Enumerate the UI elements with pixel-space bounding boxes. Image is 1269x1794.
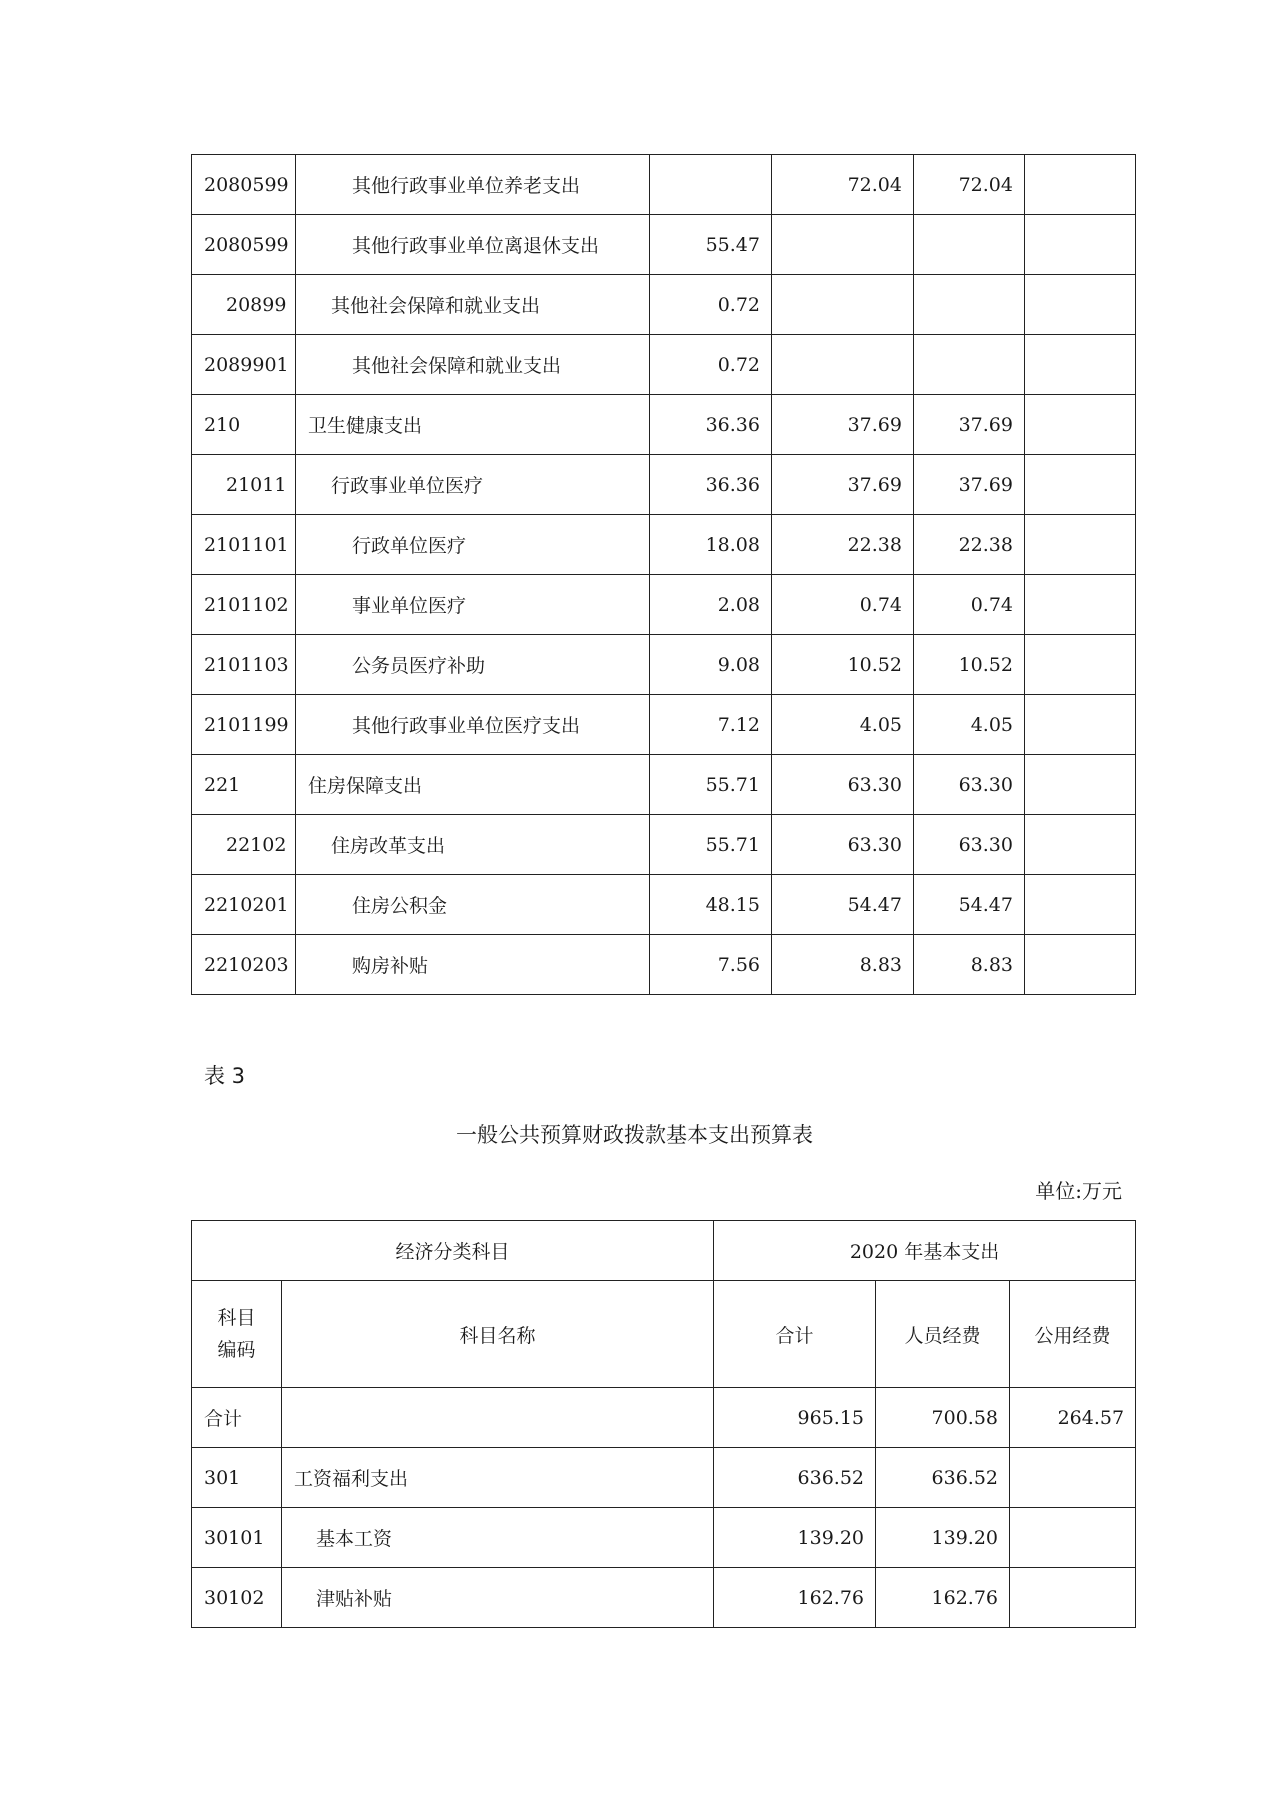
value-cell: 37.69 [772, 395, 914, 455]
subject-name: 基本工资 [282, 1508, 714, 1568]
value-cell [650, 155, 772, 215]
total-cell: 965.15 [714, 1388, 876, 1448]
subject-name: 其他社会保障和就业支出 [296, 335, 650, 395]
value-cell [1025, 155, 1136, 215]
value-cell: 72.04 [914, 155, 1025, 215]
table-title: 一般公共预算财政拨款基本支出预算表 [456, 1123, 813, 1147]
value-cell: 55.47 [650, 215, 772, 275]
personnel-cost-cell: 636.52 [876, 1448, 1010, 1508]
header-row-columns [192, 1281, 1136, 1388]
value-cell: 4.05 [772, 695, 914, 755]
subject-code: 2210203 [192, 935, 296, 995]
table-row [192, 275, 1136, 335]
value-cell: 7.12 [650, 695, 772, 755]
value-cell: 55.71 [650, 755, 772, 815]
subject-code: 2101102 [192, 575, 296, 635]
value-cell [914, 215, 1025, 275]
header-subject-name: 科目名称 [282, 1281, 714, 1388]
value-cell: 22.38 [914, 515, 1025, 575]
table-row [192, 335, 1136, 395]
value-cell [1025, 455, 1136, 515]
subject-name: 住房公积金 [296, 875, 650, 935]
value-cell [1025, 875, 1136, 935]
value-cell: 0.74 [914, 575, 1025, 635]
value-cell [914, 335, 1025, 395]
value-cell: 54.47 [772, 875, 914, 935]
subject-code: 合计 [192, 1388, 282, 1448]
table-row [192, 575, 1136, 635]
subject-code: 2210201 [192, 875, 296, 935]
header-subject-code-line1: 科目 [217, 1307, 256, 1329]
subject-code: 22102 [192, 815, 296, 875]
value-cell: 9.08 [650, 635, 772, 695]
table-row [192, 1568, 1136, 1628]
header-subject-code-line2: 编码 [217, 1339, 256, 1361]
subject-code: 301 [192, 1448, 282, 1508]
value-cell: 18.08 [650, 515, 772, 575]
value-cell [1025, 395, 1136, 455]
value-cell: 0.72 [650, 275, 772, 335]
subject-code: 210 [192, 395, 296, 455]
table-row [192, 1448, 1136, 1508]
value-cell: 36.36 [650, 455, 772, 515]
table-row [192, 935, 1136, 995]
subject-code: 2101101 [192, 515, 296, 575]
subject-code: 21011 [192, 455, 296, 515]
value-cell: 4.05 [914, 695, 1025, 755]
expenditure-table-body [192, 155, 1136, 995]
value-cell: 63.30 [914, 755, 1025, 815]
value-cell: 55.71 [650, 815, 772, 875]
table-row [192, 395, 1136, 455]
table-row [192, 875, 1136, 935]
subject-name: 行政事业单位医疗 [296, 455, 650, 515]
value-cell [1025, 275, 1136, 335]
header-row-group [192, 1221, 1136, 1281]
value-cell: 10.52 [914, 635, 1025, 695]
value-cell [1025, 635, 1136, 695]
header-public-cost: 公用经费 [1010, 1281, 1136, 1388]
value-cell [1025, 935, 1136, 995]
total-cell: 139.20 [714, 1508, 876, 1568]
public-cost-cell [1010, 1508, 1136, 1568]
value-cell: 8.83 [772, 935, 914, 995]
subject-name: 行政单位医疗 [296, 515, 650, 575]
value-cell: 63.30 [772, 815, 914, 875]
subject-name: 事业单位医疗 [296, 575, 650, 635]
subject-code: 2089901 [192, 335, 296, 395]
value-cell [772, 335, 914, 395]
table-row [192, 1508, 1136, 1568]
value-cell [914, 275, 1025, 335]
subject-code: 30102 [192, 1568, 282, 1628]
public-cost-cell [1010, 1568, 1136, 1628]
value-cell [1025, 215, 1136, 275]
value-cell [1025, 755, 1136, 815]
subject-code: 2101103 [192, 635, 296, 695]
value-cell: 10.52 [772, 635, 914, 695]
subject-code: 221 [192, 755, 296, 815]
subject-name: 住房保障支出 [296, 755, 650, 815]
value-cell [772, 215, 914, 275]
subject-name: 购房补贴 [296, 935, 650, 995]
total-cell: 636.52 [714, 1448, 876, 1508]
value-cell: 63.30 [914, 815, 1025, 875]
value-cell: 8.83 [914, 935, 1025, 995]
value-cell: 36.36 [650, 395, 772, 455]
value-cell: 0.74 [772, 575, 914, 635]
basic-expenditure-table [191, 1220, 1136, 1628]
subject-name: 其他行政事业单位养老支出 [296, 155, 650, 215]
subject-name: 公务员医疗补助 [296, 635, 650, 695]
value-cell [1025, 515, 1136, 575]
value-cell: 37.69 [772, 455, 914, 515]
total-cell: 162.76 [714, 1568, 876, 1628]
table-row [192, 635, 1136, 695]
personnel-cost-cell: 700.58 [876, 1388, 1010, 1448]
personnel-cost-cell: 139.20 [876, 1508, 1010, 1568]
basic-expenditure-table-body [192, 1388, 1136, 1628]
value-cell: 22.38 [772, 515, 914, 575]
subject-name: 住房改革支出 [296, 815, 650, 875]
personnel-cost-cell: 162.76 [876, 1568, 1010, 1628]
value-cell: 7.56 [650, 935, 772, 995]
header-basic-expenditure-2020: 2020 年基本支出 [714, 1221, 1136, 1281]
value-cell: 72.04 [772, 155, 914, 215]
header-subject-code [192, 1281, 282, 1388]
value-cell [1025, 695, 1136, 755]
subject-code: 2080599 [192, 155, 296, 215]
table-row [192, 695, 1136, 755]
table-row [192, 515, 1136, 575]
subject-name: 其他行政事业单位离退休支出 [296, 215, 650, 275]
value-cell: 63.30 [772, 755, 914, 815]
table-row [192, 1388, 1136, 1448]
subject-code: 20899 [192, 275, 296, 335]
value-cell: 37.69 [914, 455, 1025, 515]
value-cell: 2.08 [650, 575, 772, 635]
table-row [192, 215, 1136, 275]
table-row [192, 815, 1136, 875]
table-row [192, 155, 1136, 215]
value-cell: 54.47 [914, 875, 1025, 935]
subject-name: 其他行政事业单位医疗支出 [296, 695, 650, 755]
unit-label: 单位:万元 [1035, 1179, 1122, 1203]
table-row [192, 455, 1136, 515]
subject-code: 2101199 [192, 695, 296, 755]
header-personnel-cost: 人员经费 [876, 1281, 1010, 1388]
table-row [192, 755, 1136, 815]
value-cell [1025, 575, 1136, 635]
expenditure-table-continued [191, 154, 1136, 995]
public-cost-cell [1010, 1448, 1136, 1508]
value-cell: 48.15 [650, 875, 772, 935]
subject-name: 其他社会保障和就业支出 [296, 275, 650, 335]
header-total: 合计 [714, 1281, 876, 1388]
value-cell [772, 275, 914, 335]
value-cell [1025, 815, 1136, 875]
subject-code: 2080599 [192, 215, 296, 275]
value-cell [1025, 335, 1136, 395]
header-economic-classification: 经济分类科目 [192, 1221, 714, 1281]
subject-name: 津贴补贴 [282, 1568, 714, 1628]
table-label: 表 3 [204, 1064, 246, 1088]
value-cell: 37.69 [914, 395, 1025, 455]
subject-name: 工资福利支出 [282, 1448, 714, 1508]
subject-name: 卫生健康支出 [296, 395, 650, 455]
value-cell: 0.72 [650, 335, 772, 395]
subject-code: 30101 [192, 1508, 282, 1568]
subject-name [282, 1388, 714, 1448]
public-cost-cell: 264.57 [1010, 1388, 1136, 1448]
